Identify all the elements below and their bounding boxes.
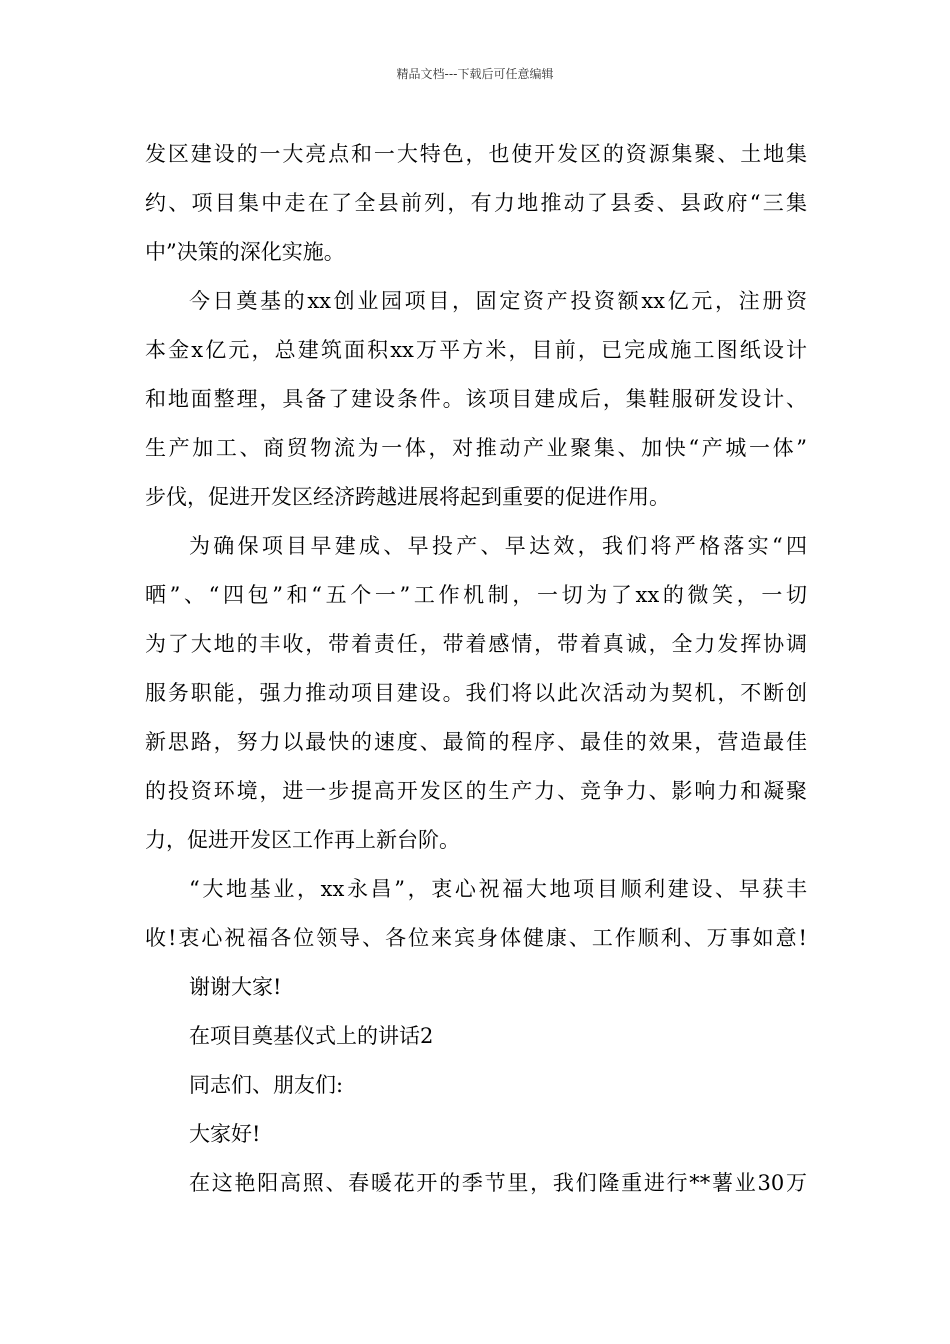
text-line: 收!衷心祝福各位领导、各位来宾身体健康、工作顺利、万事如意! bbox=[145, 926, 807, 950]
document-body bbox=[145, 130, 807, 1208]
text-line: 中”决策的深化实施。 bbox=[145, 240, 345, 264]
text-line: 发区建设的一大亮点和一大特色，也使开发区的资源集聚、土地集 bbox=[145, 142, 807, 166]
text-line: 生产加工、商贸物流为一体，对推动产业聚集、加快“产城一体” bbox=[145, 436, 807, 460]
text-line: 为确保项目早建成、早投产、早达效，我们将严格落实“四 bbox=[189, 534, 807, 558]
page-header: 精品文档---下载后可任意编辑 bbox=[396, 67, 554, 81]
text-line: 同志们、朋友们: bbox=[189, 1073, 344, 1097]
text-line: 晒”、“四包”和“五个一”工作机制，一切为了xx的微笑，一切 bbox=[145, 583, 807, 607]
text-line: 大家好! bbox=[189, 1122, 261, 1146]
text-line: 在这艳阳高照、春暖花开的季节里，我们隆重进行**薯业30万 bbox=[189, 1171, 807, 1195]
text-line: 的投资环境，进一步提高开发区的生产力、竞争力、影响力和凝聚 bbox=[145, 779, 807, 803]
text-line: 服务职能，强力推动项目建设。我们将以此次活动为契机，不断创 bbox=[145, 681, 807, 705]
text-line: 在项目奠基仪式上的讲话2 bbox=[189, 1024, 434, 1048]
text-line: 力，促进开发区工作再上新台阶。 bbox=[145, 828, 460, 852]
text-line: 约、项目集中走在了全县前列，有力地推动了县委、县政府“三集 bbox=[145, 191, 807, 215]
text-line: 谢谢大家! bbox=[189, 975, 282, 999]
text-line: 新思路，努力以最快的速度、最简的程序、最佳的效果，营造最佳 bbox=[145, 730, 807, 754]
text-line: 本金x亿元，总建筑面积xx万平方米，目前，已完成施工图纸设计 bbox=[145, 338, 807, 362]
text-line: 步伐，促进开发区经济跨越进展将起到重要的促进作用。 bbox=[145, 485, 670, 509]
text-line: 为了大地的丰收，带着责任，带着感情，带着真诚，全力发挥协调 bbox=[145, 632, 807, 656]
text-line: “大地基业，xx永昌”，衷心祝福大地项目顺利建设、早获丰 bbox=[189, 877, 807, 901]
text-line: 和地面整理，具备了建设条件。该项目建成后，集鞋服研发设计、 bbox=[145, 387, 807, 411]
text-line: 今日奠基的xx创业园项目，固定资产投资额xx亿元，注册资 bbox=[189, 289, 807, 313]
